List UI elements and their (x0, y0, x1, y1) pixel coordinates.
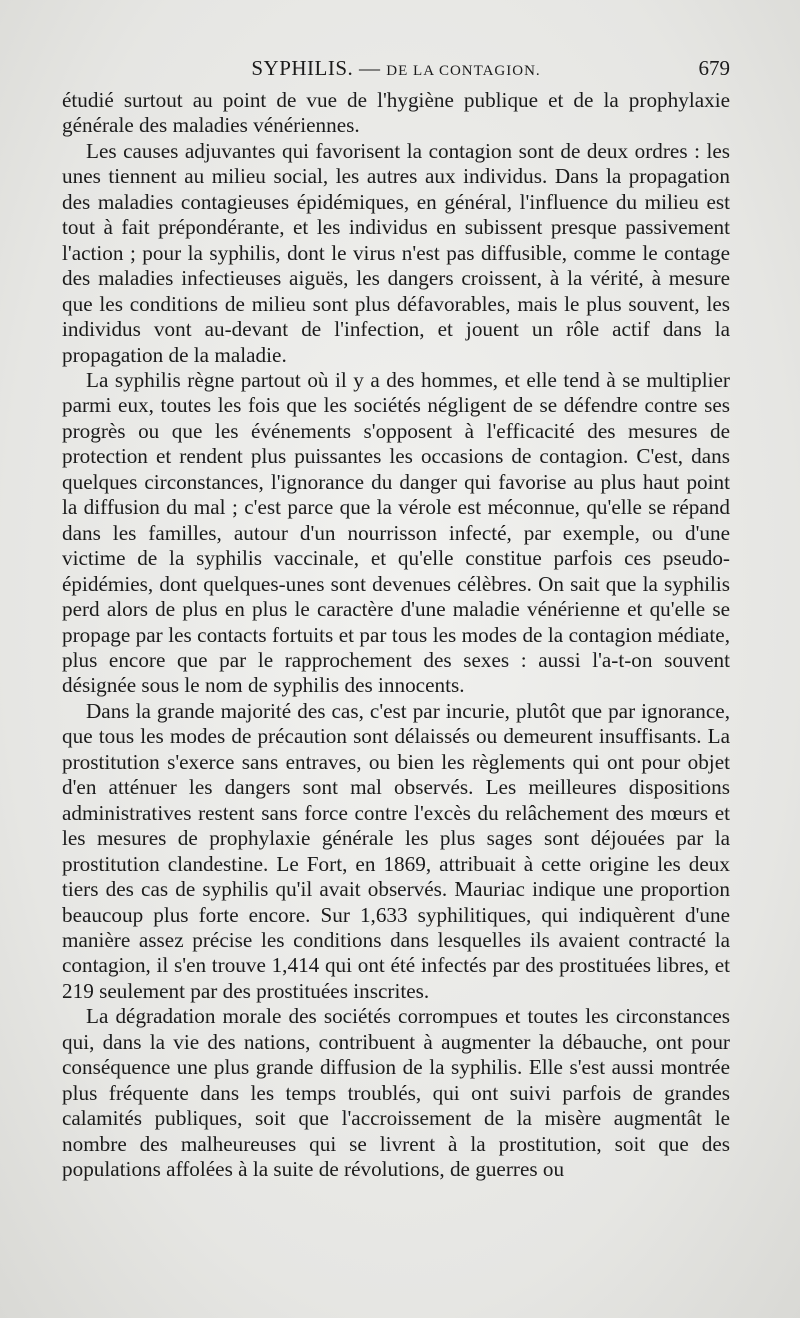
page-header (62, 52, 730, 82)
running-title-dash: — (353, 56, 387, 80)
paragraph-1: étudié surtout au point de vue de l'hygiène publique et de la prophylaxie générale des maladies vénériennes. (62, 88, 730, 138)
paragraph-5: La dégradation morale des sociétés corrompues et toutes les circonstances qui, dans la vie des nations, contribuent à augmenter la débauche, ont pour conséquence une plus grande diffusion de la syphilis. Elle s'est aussi montrée plus fréquente dans les temps troublés, qui ont suivi parfois de grandes calamités publiques, soit que l'accroissement de la misère augmentât le nombre des malheureuses qui se livrent à la prostitution, soit que des populations affolées à la suite de révolutions, de guerres ou (62, 1004, 730, 1182)
paragraph-4: Dans la grande majorité des cas, c'est par incurie, plutôt que par ignorance, que tous les modes de précaution sont délaissés ou demeurent insuffisants. La prostitution s'exerce sans entraves, ou bien les règlements qui ont pour objet d'en atténuer les dangers sont mal observés. Les meilleures dispositions administratives restent sans force contre l'excès du relâchement des mœurs et les mesures de prophylaxie générale les plus sages sont déjouées par la prostitution clandestine. Le Fort, en 1869, attribuait à cette origine les deux tiers des cas de syphilis qu'il avait observés. Mauriac indique une proportion beaucoup plus forte encore. Sur 1,633 syphilitiques, qui indiquèrent d'une manière assez précise les conditions dans lesquelles ils avaient contracté la contagion, il s'en trouve 1,414 qui ont été infectés par des prostituées libres, et 219 seulement par des prostituées inscrites. (62, 698, 730, 1003)
running-title-main: SYPHILIS. (251, 56, 354, 80)
running-title-sub: DE LA CONTAGION. (386, 63, 541, 79)
running-title (62, 56, 730, 81)
page-number: 679 (698, 56, 730, 80)
paragraph-3: La syphilis règne partout où il y a des hommes, et elle tend à se multiplier parmi eux, toutes les fois que les sociétés négligent de se défendre contre ses progrès ou que les événements s'opposent à l'efficacité des mesures de protection et rendent plus puissantes les occasions de contagion. C'est, dans quelques circonstances, l'ignorance du danger qui favorise au plus haut point la diffusion du mal ; c'est parce que la vérole est méconnue, qu'elle se répand dans les familles, autour d'un nourrisson infecté, par exemple, ou d'une victime de la syphilis vaccinale, et qu'elle constitue parfois ces pseudo-épidémies, dont quelques-unes sont devenues célèbres. On sait que la syphilis perd alors de plus en plus le caractère d'une maladie vénérienne et qu'elle se propage par les contacts fortuits et par tous les modes de la contagion médiate, plus encore que par le rapprochement des sexes : aussi l'a-t-on souvent désignée sous le nom de syphilis des innocents. (62, 367, 730, 698)
paragraph-2: Les causes adjuvantes qui favorisent la contagion sont de deux ordres : les unes tiennent au milieu social, les autres aux individus. Dans la propagation des maladies contagieuses épidémiques, en général, l'influence du milieu est tout à fait prépondérante, et les individus en subissent presque passivement l'action ; pour la syphilis, dont le virus n'est pas diffusible, comme le contage des maladies infectieuses aiguës, les dangers croissent, à la vérité, à mesure que les conditions de milieu sont plus défavorables, mais le plus souvent, les individus vont au-devant de l'infection, et jouent un rôle actif dans la propagation de la maladie. (62, 138, 730, 367)
body-text (62, 88, 730, 1182)
